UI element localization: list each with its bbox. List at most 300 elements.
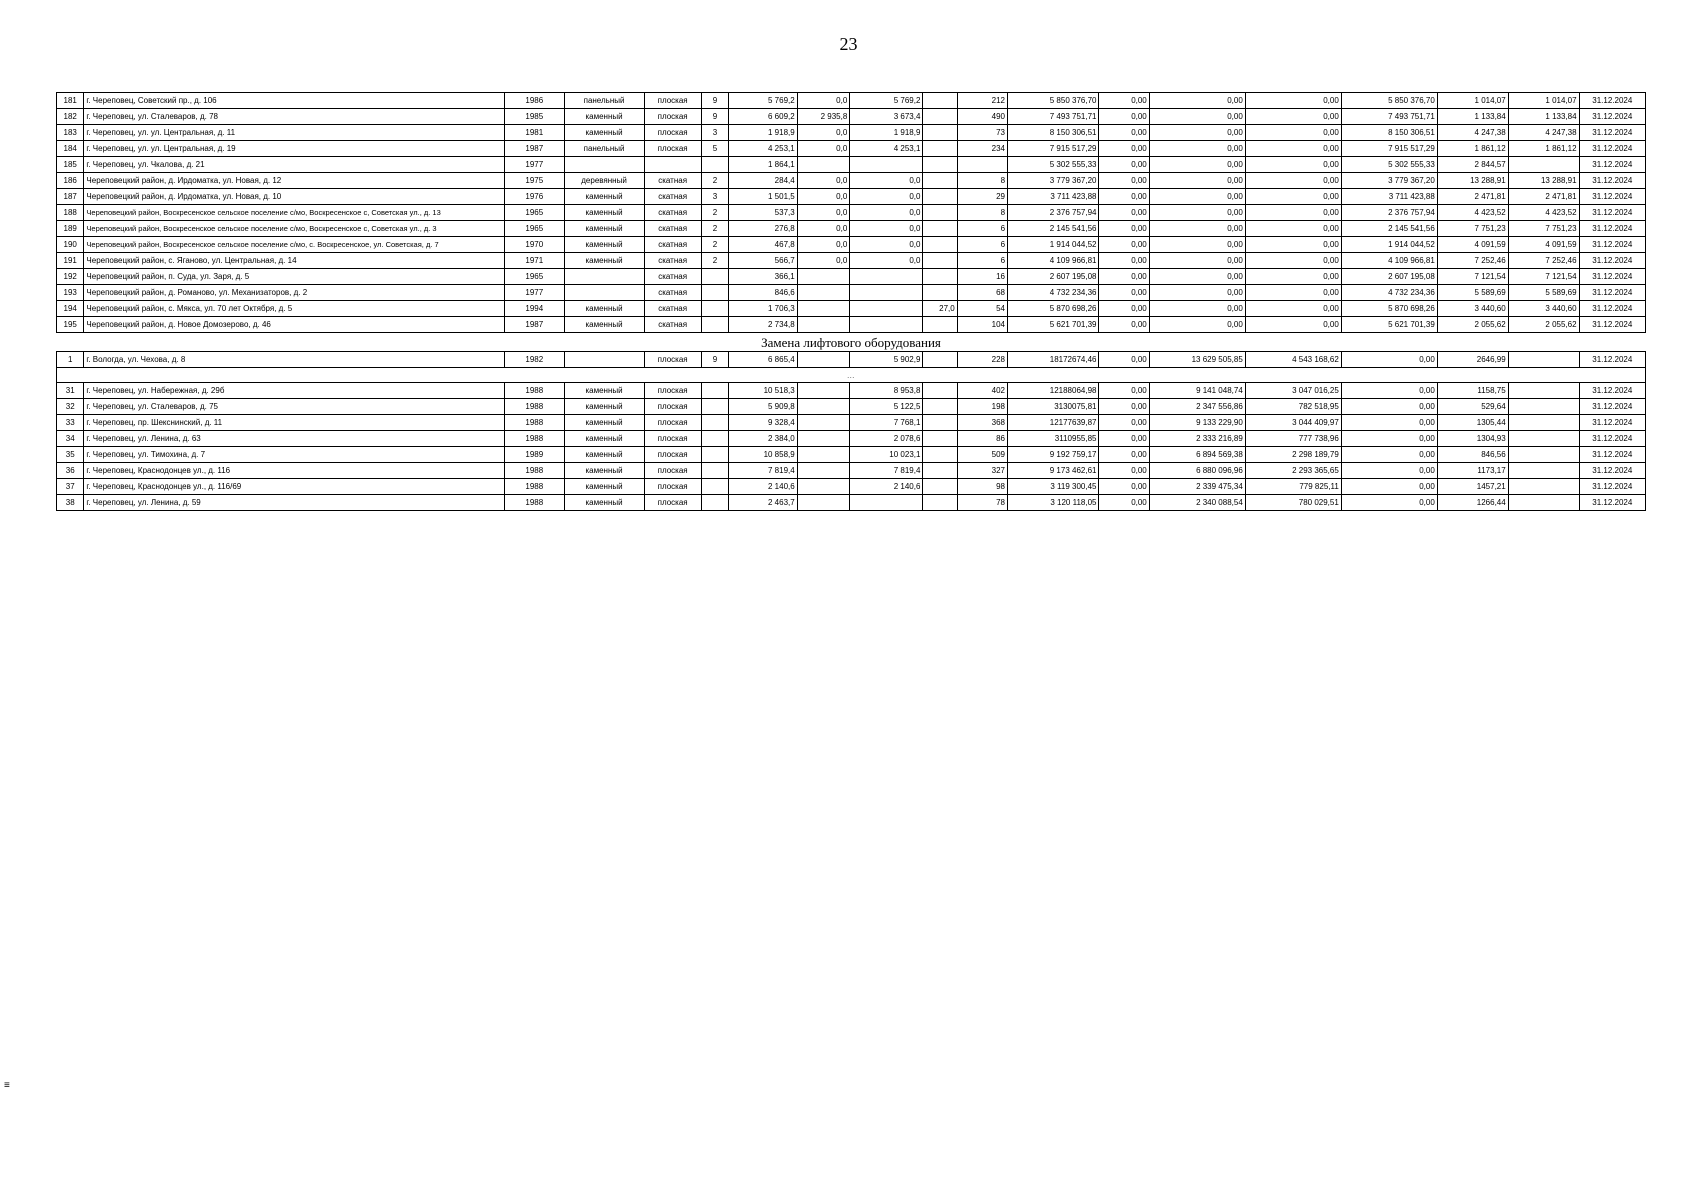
table-cell: плоская bbox=[644, 352, 701, 368]
table-cell: Череповецкий район, Воскресенское сельское поселение с/мо, с. Воскресенское, ул. Советская, д. 7 bbox=[84, 237, 505, 253]
table-cell: 777 738,96 bbox=[1245, 431, 1341, 447]
table-cell: скатная bbox=[644, 205, 701, 221]
table-cell: 187 bbox=[57, 189, 84, 205]
table-row bbox=[57, 495, 1646, 511]
table-cell: 31.12.2024 bbox=[1579, 399, 1645, 415]
table-cell: г. Череповец, ул. ул. Центральная, д. 11 bbox=[84, 125, 505, 141]
table-cell: плоская bbox=[644, 415, 701, 431]
table-cell: 1988 bbox=[505, 495, 564, 511]
table-cell: 7 493 751,71 bbox=[1341, 109, 1437, 125]
table-cell: 327 bbox=[957, 463, 1007, 479]
table-cell: г. Череповец, ул. Чкалова, д. 21 bbox=[84, 157, 505, 173]
table-cell: 234 bbox=[957, 141, 1007, 157]
table-cell: 0,00 bbox=[1099, 285, 1149, 301]
table-cell bbox=[1508, 157, 1579, 173]
table-cell: 0,00 bbox=[1099, 269, 1149, 285]
table-cell: 0,00 bbox=[1099, 301, 1149, 317]
table-cell: 7 751,23 bbox=[1437, 221, 1508, 237]
table-cell: 18172674,46 bbox=[1008, 352, 1099, 368]
table-cell: 6 880 096,96 bbox=[1149, 463, 1245, 479]
table-cell: 566,7 bbox=[729, 253, 798, 269]
table-cell: 0,00 bbox=[1245, 205, 1341, 221]
table-cell: 10 518,3 bbox=[729, 383, 798, 399]
table-cell bbox=[564, 157, 644, 173]
table-cell: 86 bbox=[957, 431, 1007, 447]
table-cell: 3110955,85 bbox=[1008, 431, 1099, 447]
table-cell: плоская bbox=[644, 383, 701, 399]
table-cell: 1971 bbox=[505, 253, 564, 269]
table-cell: 0,0 bbox=[850, 221, 923, 237]
table-cell: 29 bbox=[957, 189, 1007, 205]
table-cell: 31.12.2024 bbox=[1579, 285, 1645, 301]
table-cell: 2 bbox=[701, 253, 728, 269]
table-cell: 0,00 bbox=[1149, 221, 1245, 237]
table-cell: 0,00 bbox=[1099, 237, 1149, 253]
table-cell: каменный bbox=[564, 399, 644, 415]
table-cell: 0,0 bbox=[850, 189, 923, 205]
table-cell: Череповецкий район, с. Яганово, ул. Центральная, д. 14 bbox=[84, 253, 505, 269]
table-cell: 509 bbox=[957, 447, 1007, 463]
table-cell: 31.12.2024 bbox=[1579, 431, 1645, 447]
table-cell: 5 302 555,33 bbox=[1341, 157, 1437, 173]
table-cell: 7 121,54 bbox=[1437, 269, 1508, 285]
table-cell: 0,0 bbox=[797, 253, 850, 269]
table-cell: 13 288,91 bbox=[1508, 173, 1579, 189]
table-cell: каменный bbox=[564, 479, 644, 495]
table-cell: 7 915 517,29 bbox=[1341, 141, 1437, 157]
table-cell bbox=[797, 399, 850, 415]
table-cell: 183 bbox=[57, 125, 84, 141]
table-cell: 1 133,84 bbox=[1437, 109, 1508, 125]
table-cell: 194 bbox=[57, 301, 84, 317]
table-cell: 5 122,5 bbox=[850, 399, 923, 415]
table-cell: 0,00 bbox=[1099, 221, 1149, 237]
table-cell: 3 047 016,25 bbox=[1245, 383, 1341, 399]
table-row bbox=[57, 317, 1646, 333]
table-cell: 73 bbox=[957, 125, 1007, 141]
table-row bbox=[57, 269, 1646, 285]
table-cell: 185 bbox=[57, 157, 84, 173]
table-cell bbox=[797, 463, 850, 479]
table-cell: каменный bbox=[564, 125, 644, 141]
table-cell bbox=[1508, 383, 1579, 399]
table-cell: 0,00 bbox=[1149, 93, 1245, 109]
table-cell: 31.12.2024 bbox=[1579, 253, 1645, 269]
table-cell bbox=[701, 301, 728, 317]
table-cell: 2 140,6 bbox=[729, 479, 798, 495]
table-cell: скатная bbox=[644, 285, 701, 301]
table-row bbox=[57, 383, 1646, 399]
table-row bbox=[57, 301, 1646, 317]
table-cell: 5 870 698,26 bbox=[1008, 301, 1099, 317]
table-cell: г. Череповец, Краснодонцев ул., д. 116/69 bbox=[84, 479, 505, 495]
table-cell: 0,00 bbox=[1099, 495, 1149, 511]
table-cell: каменный bbox=[564, 253, 644, 269]
table-cell: 38 bbox=[57, 495, 84, 511]
table-cell: 7 493 751,71 bbox=[1008, 109, 1099, 125]
table-cell: 2 298 189,79 bbox=[1245, 447, 1341, 463]
table-cell: панельный bbox=[564, 141, 644, 157]
table-cell: 31.12.2024 bbox=[1579, 93, 1645, 109]
table-cell: 3 119 300,45 bbox=[1008, 479, 1099, 495]
table-cell: 31.12.2024 bbox=[1579, 463, 1645, 479]
table-cell: Череповецкий район, д. Ирдоматка, ул. Новая, д. 10 bbox=[84, 189, 505, 205]
table-cell bbox=[701, 399, 728, 415]
table-cell: 0,00 bbox=[1341, 352, 1437, 368]
table-cell: 1266,44 bbox=[1437, 495, 1508, 511]
table-cell: плоская bbox=[644, 495, 701, 511]
table-cell: 1965 bbox=[505, 269, 564, 285]
table-cell: 0,00 bbox=[1099, 479, 1149, 495]
table-cell: 3130075,81 bbox=[1008, 399, 1099, 415]
table-cell: г. Череповец, пр. Шекснинский, д. 11 bbox=[84, 415, 505, 431]
table-cell: 1 133,84 bbox=[1508, 109, 1579, 125]
table-cell: Череповецкий район, д. Романово, ул. Механизаторов, д. 2 bbox=[84, 285, 505, 301]
table-row bbox=[57, 463, 1646, 479]
table-cell bbox=[797, 269, 850, 285]
table-cell: 189 bbox=[57, 221, 84, 237]
table-cell: плоская bbox=[644, 447, 701, 463]
table-cell bbox=[797, 431, 850, 447]
table-cell: 78 bbox=[957, 495, 1007, 511]
table-cell: 0,00 bbox=[1245, 269, 1341, 285]
table-cell: 4 253,1 bbox=[729, 141, 798, 157]
table-cell: 0,00 bbox=[1245, 221, 1341, 237]
table-cell bbox=[923, 125, 957, 141]
table-cell: 0,00 bbox=[1099, 447, 1149, 463]
table-cell: 31.12.2024 bbox=[1579, 221, 1645, 237]
table-cell bbox=[1508, 479, 1579, 495]
table-cell: 104 bbox=[957, 317, 1007, 333]
table-cell: 9 bbox=[701, 109, 728, 125]
table-cell: 2 145 541,56 bbox=[1008, 221, 1099, 237]
table-cell: 0,00 bbox=[1099, 93, 1149, 109]
table-cell: 0,00 bbox=[1245, 157, 1341, 173]
table-cell: 0,00 bbox=[1099, 173, 1149, 189]
table-cell: 846,6 bbox=[729, 285, 798, 301]
table-cell: 7 252,46 bbox=[1508, 253, 1579, 269]
table-cell: 1988 bbox=[505, 383, 564, 399]
table-cell: 5 902,9 bbox=[850, 352, 923, 368]
table-cell: 1988 bbox=[505, 399, 564, 415]
table-cell: 9 bbox=[701, 93, 728, 109]
table-cell: 5 302 555,33 bbox=[1008, 157, 1099, 173]
section-header-row bbox=[57, 333, 1646, 352]
omitted-rows-group bbox=[57, 368, 1646, 383]
table-cell: 0,00 bbox=[1245, 173, 1341, 189]
ellipsis-cell: … bbox=[57, 368, 1646, 383]
table-cell: 529,64 bbox=[1437, 399, 1508, 415]
table-cell: 1988 bbox=[505, 463, 564, 479]
table-cell bbox=[1508, 447, 1579, 463]
table-body-part2-head bbox=[57, 352, 1646, 368]
table-cell: 1989 bbox=[505, 447, 564, 463]
table-cell bbox=[701, 447, 728, 463]
section-title: Замена лифтового оборудования bbox=[57, 333, 1646, 352]
table-cell: г. Череповец, Советский пр., д. 106 bbox=[84, 93, 505, 109]
table-cell bbox=[923, 93, 957, 109]
table-cell: 190 bbox=[57, 237, 84, 253]
table-cell bbox=[564, 269, 644, 285]
margin-scan-marks: ≡ bbox=[4, 1080, 10, 1091]
table-row bbox=[57, 221, 1646, 237]
table-cell: 0,0 bbox=[797, 141, 850, 157]
table-cell: 5 621 701,39 bbox=[1008, 317, 1099, 333]
table-cell: 4 732 234,36 bbox=[1008, 285, 1099, 301]
table-cell: 467,8 bbox=[729, 237, 798, 253]
table-cell: 0,0 bbox=[850, 253, 923, 269]
table-cell: 1 914 044,52 bbox=[1008, 237, 1099, 253]
table-cell: 31.12.2024 bbox=[1579, 237, 1645, 253]
table-cell: 7 819,4 bbox=[850, 463, 923, 479]
table-cell: 31.12.2024 bbox=[1579, 173, 1645, 189]
table-cell: 0,00 bbox=[1149, 237, 1245, 253]
table-cell: 3 bbox=[701, 125, 728, 141]
table-cell: г. Череповец, ул. Набережная, д. 29б bbox=[84, 383, 505, 399]
table-cell: 1 014,07 bbox=[1437, 93, 1508, 109]
table-cell: 0,00 bbox=[1099, 399, 1149, 415]
table-cell: 191 bbox=[57, 253, 84, 269]
table-cell: 27,0 bbox=[923, 301, 957, 317]
table-cell bbox=[923, 157, 957, 173]
table-cell: 198 bbox=[957, 399, 1007, 415]
table-cell: 4 247,38 bbox=[1437, 125, 1508, 141]
table-cell: 31.12.2024 bbox=[1579, 109, 1645, 125]
table-cell: 0,0 bbox=[797, 237, 850, 253]
table-cell: 13 629 505,85 bbox=[1149, 352, 1245, 368]
table-cell bbox=[923, 399, 957, 415]
table-cell: скатная bbox=[644, 269, 701, 285]
table-cell: 7 819,4 bbox=[729, 463, 798, 479]
table-cell: плоская bbox=[644, 463, 701, 479]
table-cell: 31.12.2024 bbox=[1579, 495, 1645, 511]
table-cell: 7 768,1 bbox=[850, 415, 923, 431]
table-cell: 4 543 168,62 bbox=[1245, 352, 1341, 368]
table-cell: 0,0 bbox=[850, 237, 923, 253]
table-cell: 1988 bbox=[505, 415, 564, 431]
table-cell: 490 bbox=[957, 109, 1007, 125]
table-cell: 9 133 229,90 bbox=[1149, 415, 1245, 431]
table-cell: скатная bbox=[644, 301, 701, 317]
table-cell: 8 953,8 bbox=[850, 383, 923, 399]
table-cell: 12177639,87 bbox=[1008, 415, 1099, 431]
table-cell: 31.12.2024 bbox=[1579, 189, 1645, 205]
table-cell: 2 bbox=[701, 205, 728, 221]
table-cell: Череповецкий район, д. Ирдоматка, ул. Новая, д. 12 bbox=[84, 173, 505, 189]
table-cell: 31.12.2024 bbox=[1579, 269, 1645, 285]
table-cell: 5 850 376,70 bbox=[1008, 93, 1099, 109]
table-cell: 0,00 bbox=[1149, 141, 1245, 157]
table-cell: 5 621 701,39 bbox=[1341, 317, 1437, 333]
table-cell: 35 bbox=[57, 447, 84, 463]
table-cell: 1988 bbox=[505, 479, 564, 495]
table-row bbox=[57, 109, 1646, 125]
table-cell: 31.12.2024 bbox=[1579, 205, 1645, 221]
table-cell: 0,0 bbox=[797, 221, 850, 237]
table-cell: 0,00 bbox=[1341, 495, 1437, 511]
table-cell: каменный bbox=[564, 431, 644, 447]
table-cell: 2 055,62 bbox=[1508, 317, 1579, 333]
table-cell: 2 471,81 bbox=[1437, 189, 1508, 205]
table-cell bbox=[701, 285, 728, 301]
table-cell: 0,00 bbox=[1099, 463, 1149, 479]
table-cell: г. Череповец, ул. ул. Центральная, д. 19 bbox=[84, 141, 505, 157]
table-cell bbox=[923, 173, 957, 189]
table-cell bbox=[701, 463, 728, 479]
table-cell: 0,0 bbox=[797, 189, 850, 205]
table-cell bbox=[923, 495, 957, 511]
table-cell: каменный bbox=[564, 237, 644, 253]
table-cell: 1977 bbox=[505, 285, 564, 301]
table-cell: 779 825,11 bbox=[1245, 479, 1341, 495]
table-cell: 2 339 475,34 bbox=[1149, 479, 1245, 495]
table-cell: 1994 bbox=[505, 301, 564, 317]
table-cell bbox=[923, 431, 957, 447]
table-cell: 0,00 bbox=[1099, 205, 1149, 221]
table-cell bbox=[797, 317, 850, 333]
table-cell: панельный bbox=[564, 93, 644, 109]
table-cell: 2 376 757,94 bbox=[1341, 205, 1437, 221]
table-cell bbox=[923, 285, 957, 301]
table-cell: 2 293 365,65 bbox=[1245, 463, 1341, 479]
table-cell: 2 471,81 bbox=[1508, 189, 1579, 205]
table-cell: 193 bbox=[57, 285, 84, 301]
table-cell: плоская bbox=[644, 431, 701, 447]
table-cell: 3 779 367,20 bbox=[1008, 173, 1099, 189]
table-cell: г. Череповец, ул. Тимохина, д. 7 bbox=[84, 447, 505, 463]
table-cell: 5 589,69 bbox=[1508, 285, 1579, 301]
table-cell: 1304,93 bbox=[1437, 431, 1508, 447]
table-cell: 1982 bbox=[505, 352, 564, 368]
table-body-part2-tail bbox=[57, 383, 1646, 511]
table-cell: 12188064,98 bbox=[1008, 383, 1099, 399]
table-cell: 0,00 bbox=[1099, 109, 1149, 125]
table-cell: плоская bbox=[644, 399, 701, 415]
table-cell bbox=[701, 269, 728, 285]
table-cell: 54 bbox=[957, 301, 1007, 317]
table-cell bbox=[797, 352, 850, 368]
table-cell: каменный bbox=[564, 495, 644, 511]
table-cell bbox=[564, 352, 644, 368]
table-cell: 2 bbox=[701, 173, 728, 189]
table-cell: 1985 bbox=[505, 109, 564, 125]
table-cell: г. Череповец, ул. Ленина, д. 63 bbox=[84, 431, 505, 447]
table-cell: 1981 bbox=[505, 125, 564, 141]
table-cell: каменный bbox=[564, 205, 644, 221]
table-cell bbox=[923, 317, 957, 333]
table-cell: 8 150 306,51 bbox=[1008, 125, 1099, 141]
table-cell: 1976 bbox=[505, 189, 564, 205]
table-cell: Череповецкий район, Воскресенское сельское поселение с/мо, Воскресенское с, Советская ул., д. 3 bbox=[84, 221, 505, 237]
table-cell: 8 bbox=[957, 173, 1007, 189]
table-cell: 2 607 195,08 bbox=[1341, 269, 1437, 285]
table-row bbox=[57, 285, 1646, 301]
table-cell: 31.12.2024 bbox=[1579, 415, 1645, 431]
table-cell: 228 bbox=[957, 352, 1007, 368]
table-cell bbox=[923, 253, 957, 269]
table-cell: 284,4 bbox=[729, 173, 798, 189]
table-cell bbox=[923, 447, 957, 463]
table-cell: 0,00 bbox=[1245, 189, 1341, 205]
omitted-rows-marker bbox=[57, 368, 1646, 383]
table-cell bbox=[923, 352, 957, 368]
table-cell bbox=[850, 495, 923, 511]
table-cell: 1 501,5 bbox=[729, 189, 798, 205]
table-cell: 31.12.2024 bbox=[1579, 125, 1645, 141]
table-cell bbox=[850, 317, 923, 333]
table-cell: 6 894 569,38 bbox=[1149, 447, 1245, 463]
table-cell: 0,00 bbox=[1245, 285, 1341, 301]
table-row bbox=[57, 447, 1646, 463]
table-cell: скатная bbox=[644, 173, 701, 189]
table-cell: 212 bbox=[957, 93, 1007, 109]
table-cell: 0,00 bbox=[1245, 109, 1341, 125]
table-row bbox=[57, 189, 1646, 205]
table-cell bbox=[701, 383, 728, 399]
table-cell: плоская bbox=[644, 141, 701, 157]
table-cell: скатная bbox=[644, 189, 701, 205]
table-cell: 0,00 bbox=[1099, 253, 1149, 269]
table-cell: плоская bbox=[644, 125, 701, 141]
table-cell bbox=[1508, 463, 1579, 479]
table-cell: 32 bbox=[57, 399, 84, 415]
table-cell: 2 384,0 bbox=[729, 431, 798, 447]
page-number: 23 bbox=[839, 34, 858, 54]
table-row bbox=[57, 479, 1646, 495]
table-cell: 4 423,52 bbox=[1437, 205, 1508, 221]
table-cell: 1987 bbox=[505, 317, 564, 333]
table-cell: 1 861,12 bbox=[1437, 141, 1508, 157]
table-cell: 1 918,9 bbox=[850, 125, 923, 141]
table-cell: 0,00 bbox=[1341, 447, 1437, 463]
table-cell: 3 673,4 bbox=[850, 109, 923, 125]
table-cell: 0,00 bbox=[1149, 125, 1245, 141]
table-cell: г. Череповец, Краснодонцев ул., д. 116 bbox=[84, 463, 505, 479]
table-cell: 0,00 bbox=[1149, 253, 1245, 269]
table-cell: 0,00 bbox=[1149, 285, 1245, 301]
table-cell: 181 bbox=[57, 93, 84, 109]
table-cell bbox=[701, 479, 728, 495]
table-cell: 402 bbox=[957, 383, 1007, 399]
table-cell bbox=[923, 269, 957, 285]
table-cell: 5 769,2 bbox=[850, 93, 923, 109]
data-table bbox=[56, 92, 1646, 511]
table-cell: 1 bbox=[57, 352, 84, 368]
table-cell: 0,00 bbox=[1341, 415, 1437, 431]
table-cell bbox=[797, 495, 850, 511]
table-cell: 0,00 bbox=[1341, 399, 1437, 415]
table-cell: 782 518,95 bbox=[1245, 399, 1341, 415]
table-cell: каменный bbox=[564, 447, 644, 463]
table-cell: Череповецкий район, Воскресенское сельское поселение с/мо, Воскресенское с, Советская ул., д. 13 bbox=[84, 205, 505, 221]
table-row bbox=[57, 253, 1646, 269]
table-cell: 1987 bbox=[505, 141, 564, 157]
table-cell bbox=[701, 157, 728, 173]
table-cell: каменный bbox=[564, 383, 644, 399]
table-cell: плоская bbox=[644, 109, 701, 125]
table-cell: 3 711 423,88 bbox=[1341, 189, 1437, 205]
table-cell bbox=[923, 479, 957, 495]
table-cell: г. Вологда, ул. Чехова, д. 8 bbox=[84, 352, 505, 368]
table-cell: 98 bbox=[957, 479, 1007, 495]
table-cell: 31.12.2024 bbox=[1579, 141, 1645, 157]
table-cell: 2 078,6 bbox=[850, 431, 923, 447]
table-cell: 0,00 bbox=[1099, 125, 1149, 141]
table-cell bbox=[1508, 431, 1579, 447]
table-body-part1 bbox=[57, 93, 1646, 333]
table-row bbox=[57, 415, 1646, 431]
table-cell: Череповецкий район, п. Суда, ул. Заря, д. 5 bbox=[84, 269, 505, 285]
